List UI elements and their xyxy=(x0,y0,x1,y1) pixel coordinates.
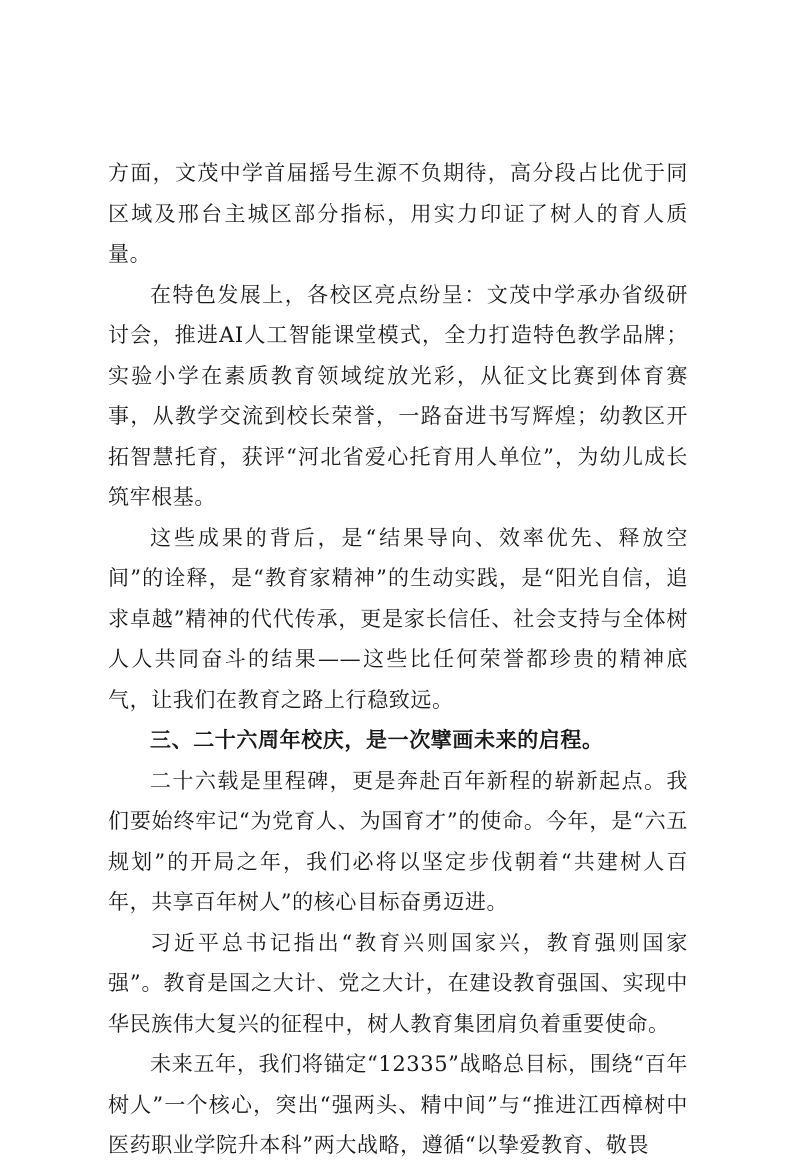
paragraph-achievements-background: 这些成果的背后，是“结果导向、效率优先、释放空间”的诠释，是“教育家精神”的生动实践，是“阳光自信，追求卓越”精神的代代传承，更是家长信任、社会支持与全体树人人共同奋斗的结果——这些比任何荣誉都珍贵的精神底气，让我们在教育之路上行稳致远。 xyxy=(108,525,688,712)
paragraph-featured-development: 在特色发展上，各校区亮点纷呈：文茂中学承办省级研讨会，推进AI人工智能课堂模式，全力打造特色教学品牌；实验小学在素质教育领域绽放光彩，从征文比赛到体育赛事，从教学交流到校长荣誉，一路奋进书写辉煌；幼教区开拓智慧托育，获评“河北省爱心托育用人单位”，为幼儿成长筑牢根基。 xyxy=(108,282,688,509)
section-heading-three: 三、二十六周年校庆，是一次擘画未来的启程。 xyxy=(150,727,604,752)
paragraph-milestone: 二十六载是里程碑，更是奔赴百年新程的崭新起点。我们要始终牢记“为党育人、为国育才”的使命。今年，是“六五规划”的开局之年，我们必将以坚定步伐朝着“共建树人百年，共享百年树人”的核心目标奋勇迈进。 xyxy=(108,768,688,914)
paragraph-xi-quote: 习近平总书记指出“教育兴则国家兴，教育强则国家强”。教育是国之大计、党之大计，在建设教育强国、实现中华民族伟大复兴的征程中，树人教育集团肩负着重要使命。 xyxy=(108,930,688,1036)
paragraph-continuation: 方面，文茂中学首届摇号生源不负期待，高分段占比优于同区域及邢台主城区部分指标，用实力印证了树人的育人质量。 xyxy=(108,161,688,266)
document-body xyxy=(108,153,688,1166)
paragraph-five-year-plan: 未来五年，我们将锚定“12335”战略总目标，围绕“百年树人”一个核心，突出“强两头、精中间”与“推进江西樟树中医药职业学院升本科”两大战略，遵循“以挚爱教育、敬畏 xyxy=(108,1052,688,1157)
